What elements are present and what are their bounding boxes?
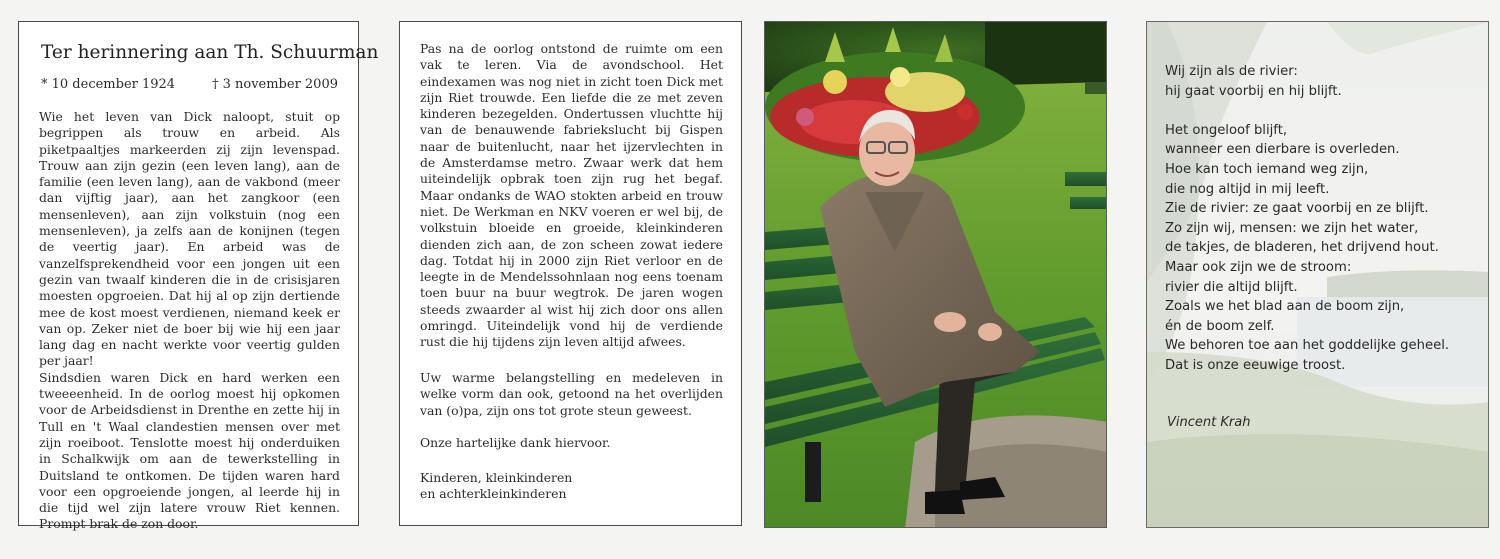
acknowledgement bbox=[420, 370, 723, 419]
card-title: Ter herinnering aan Th. Schuurman bbox=[41, 42, 379, 63]
birth-date: * 10 december 1924 bbox=[41, 77, 176, 92]
poem-line: We behoren toe aan het goddelijke geheel. bbox=[1165, 338, 1450, 354]
poem-line: Wij zijn als de rivier: bbox=[1165, 64, 1298, 79]
biography-part-2 bbox=[420, 41, 723, 351]
acknowledgement-text: Uw warme belangstelling en medeleven in welke vorm dan ook, getoond na het overlijden van (o)pa, zijn ons tot grote steun geweest. bbox=[420, 370, 723, 418]
poem bbox=[1165, 62, 1449, 395]
biography-paragraph: Sindsdien waren Dick en hard werken een tweeeenheid. In de oorlog moest hij opkomen voor de Arbeidsdienst in Drenthe en zette hij in Tull en 't Waal clandestien mensen over met zijn roeiboot. Tenslotte moest hij onderduiken in Schalkwijk om aan de tewerkstelling in Duitsland te ontkomen. De tijden waren hard voor een opgroeiende jongen, al leerde hij in die tijd wel zijn latere vrouw Riet kennen. Prompt brak de zon door. bbox=[39, 369, 340, 532]
family-signature bbox=[420, 470, 723, 503]
life-dates bbox=[41, 77, 338, 92]
poem-line: Zo zijn wij, mensen: we zijn het water, bbox=[1165, 220, 1419, 236]
signature-line: Kinderen, kleinkinderen bbox=[420, 470, 573, 485]
biography-paragraph: Wie het leven van Dick naloopt, stuit op begrippen als trouw en arbeid. Als piketpaaltjes markeerden zij zijn levenspad. Trouw aan zijn gezin (een leven lang), aan de familie (een leven lang), aan de vakbond (meer dan vijftig jaar), aan het zangkoor (een mensenleven), aan zijn volkstuin (nog een mensenleven), ja zelfs aan de konijnen (tegen de veertig jaar). En arbeid was de vanzelfsprekendheid voor een jongen uit een gezin van twaalf kinderen die in de crisisjaren moesten opgroeien. Dat hij al op zijn dertiende mee de kost moest verdienen, niemand keek er van op. Zeker niet de boer bij wie hij een jaar lang dag en nacht werkte voor veertig gulden per jaar! bbox=[39, 109, 340, 369]
card-panel-intro bbox=[18, 21, 379, 532]
poem-line: die nog altijd in mij leeft. bbox=[1165, 181, 1330, 197]
poem-stanza bbox=[1165, 121, 1449, 376]
poem-line: Zie de rivier: ze gaat voorbij en ze blijft. bbox=[1165, 201, 1429, 217]
poem-line: Dat is onze eeuwige troost. bbox=[1165, 357, 1346, 373]
poem-line: de takjes, de bladeren, het drijvend hout. bbox=[1165, 240, 1439, 256]
poem-line: Het ongeloof blijft, bbox=[1165, 122, 1288, 138]
signature-line: en achterkleinkinderen bbox=[420, 486, 567, 502]
death-date: † 3 november 2009 bbox=[211, 77, 338, 92]
poem-line: wanneer een dierbare is overleden. bbox=[1165, 142, 1400, 158]
thanks-text: Onze hartelijke dank hiervoor. bbox=[420, 435, 611, 450]
poem-line: én de boom zelf. bbox=[1165, 318, 1275, 334]
poem-line: Zoals we het blad aan de boom zijn, bbox=[1165, 299, 1405, 315]
biography-part-1 bbox=[39, 109, 340, 533]
poem-panel bbox=[1146, 21, 1489, 528]
poem-line: Hoe kan toch iemand weg zijn, bbox=[1165, 161, 1369, 177]
photo-panel bbox=[764, 21, 1107, 528]
poem-stanza bbox=[1165, 62, 1449, 101]
biography-paragraph: Pas na de oorlog ontstond de ruimte om een vak te leren. Via de avondschool. Het eindexamen was nog niet in zicht toen Dick met zijn Riet trouwde. Een liefde die ze met zeven kinderen bezegelden. Ondertussen vluchtte hij van de benauwende fabriekslucht bij Gispen naar de buitenlucht, naar het ijzervlechten in de Amsterdamse metro. Zwaar werk dat hem uiteindelijk opbrak toen zijn rug het begaf. Maar ondanks de WAO stokten arbeid en trouw niet. De Werkman en NKV voeren er wel bij, de volkstuin bloeide en groeide, kleinkinderen dienden zich aan, de zon scheen zowat iedere dag. Totdat hij in 2000 zijn Riet verloor en de leegte in de Mendelssohnlaan nog eens toenam toen buur na buur wegtrok. De jaren wogen steeds zwaarder al wist hij zich door ons allen omringd. Uiteindelijk vond hij de verdiende rust die hij tijdens zijn leven altijd afwees. bbox=[420, 41, 723, 350]
portrait-photo bbox=[765, 22, 1107, 528]
poem-line: rivier die altijd blijft. bbox=[1165, 279, 1298, 295]
poem-line: Maar ook zijn we de stroom: bbox=[1165, 259, 1352, 275]
poem-line: hij gaat voorbij en hij blijft. bbox=[1165, 83, 1342, 99]
card-panel-biography bbox=[399, 21, 742, 526]
poem-author: Vincent Krah bbox=[1167, 415, 1251, 430]
thanks-block bbox=[420, 435, 723, 451]
